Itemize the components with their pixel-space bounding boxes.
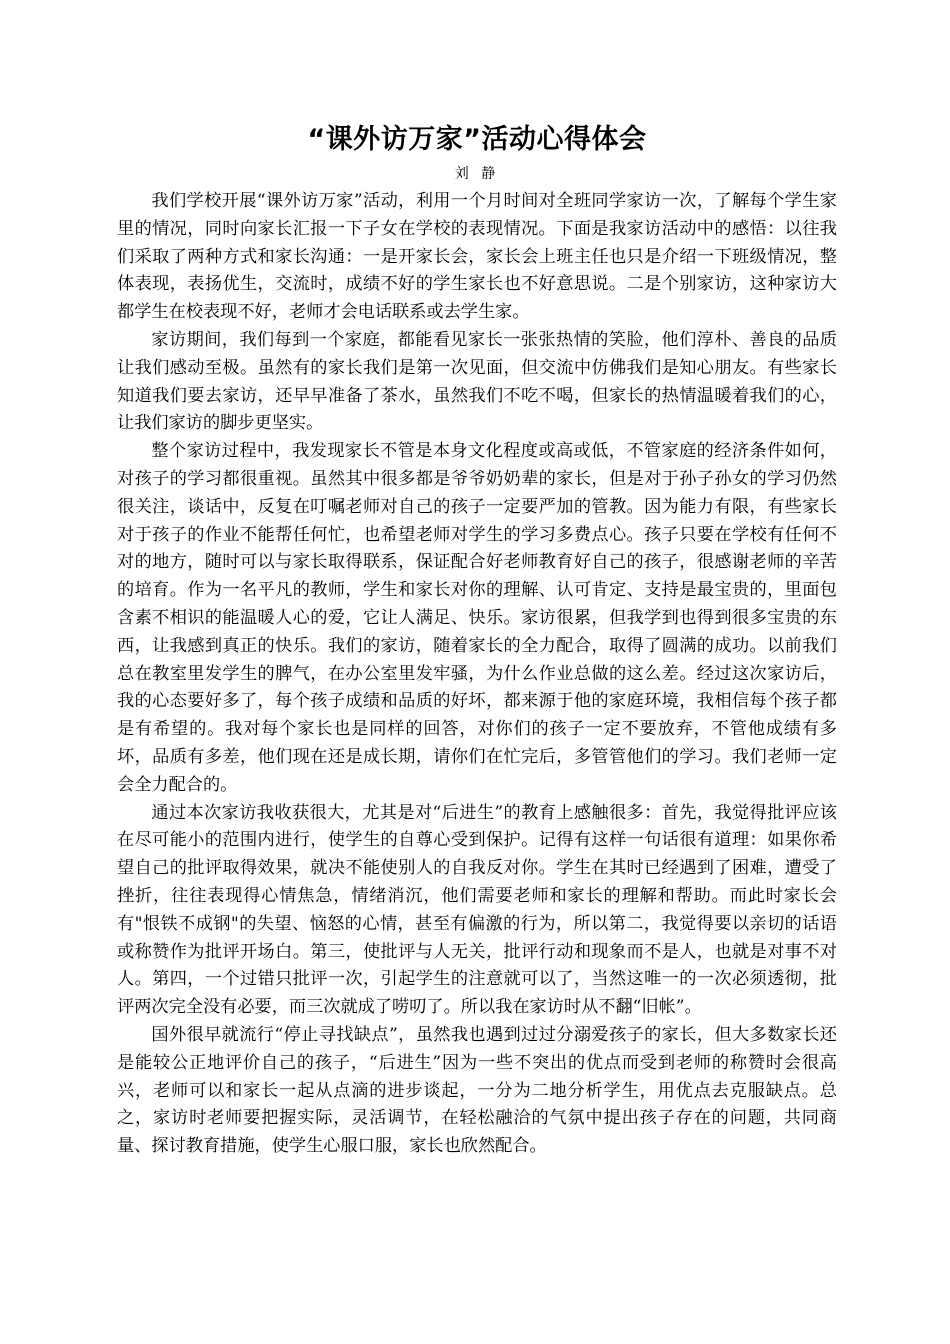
document-title: “课外访万家”活动心得体会 [307, 124, 647, 155]
paragraph-5: 国外很早就流行“停止寻找缺点”，虽然我也遇到过过分溺爱孩子的家长，但大多数家长还是能较公正地评价自己的孩子，“后进生”因为一些不突出的优点而受到老师的称赞时会很高兴，老师可以和家长一起从点滴的进步谈起，一分为二地分析学生，用优点去克服缺点。总之，家访时老师要把握实际，灵活调节，在轻松融洽的气氛中提出孩子存在的问题，共同商量、探讨教育措施，使学生心服口服，家长也欣然配合。 [117, 1024, 837, 1157]
paragraph-1: 我们学校开展“课外访万家”活动，利用一个月时间对全班同学家访一次，了解每个学生家里的情况，同时向家长汇报一下子女在学校的表现情况。下面是我家访活动中的感悟：以往我们采取了两种方式和家长沟通：一是开家长会，家长会上班主任也只是介绍一下班级情况，整体表现，表扬优生，交流时，成绩不好的学生家长也不好意思说。二是个别家访，这种家访大都学生在校表现不好，老师才会电话联系或去学生家。 [117, 191, 837, 323]
author-name: 刘 静 [454, 166, 500, 182]
paragraph-3: 整个家访过程中，我发现家长不管是本身文化程度或高或低，不管家庭的经济条件如何，对孩子的学习都很重视。虽然其中很多都是爷爷奶奶辈的家长，但是对于孙子孙女的学习仍然很关注，谈话中，反复在叮嘱老师对自己的孩子一定要严加的管教。因为能力有限，有些家长对于孩子的作业不能帮任何忙，也希望老师对学生的学习多费点心。孩子只要在学校有任何不对的地方，随时可以与家长取得联系，保证配合好老师教育好自己的孩子，很感谢老师的辛苦的培育。作为一名平凡的教师，学生和家长对你的理解、认可肯定、支持是最宝贵的，里面包含素不相识的能温暖人心的爱，它让人满足、快乐。家访很累，但我学到也得到很多宝贵的东西，让我感到真正的快乐。我们的家访，随着家长的全力配合，取得了圆满的成功。以前我们总在教室里发学生的脾气，在办公室里发牢骚，为什么作业总做的这么差。经过这次家访后，我的心态要好多了，每个孩子成绩和品质的好坏，都来源于他的家庭环境，我相信每个孩子都是有希望的。我对每个家长也是同样的回答，对你们的孩子一定不要放弃，不管他成绩有多坏，品质有多差，他们现在还是成长期，请你们在忙完后，多管管他们的学习。我们老师一定会全力配合的。 [117, 441, 837, 795]
paragraph-2: 家访期间，我们每到一个家庭，都能看见家长一张张热情的笑脸，他们淳朴、善良的品质让我们感动至极。虽然有的家长我们是第一次见面，但交流中仿佛我们是知心朋友。有些家长知道我们要去家访，还早早准备了茶水，虽然我们不吃不喝，但家长的热情温暖着我们的心，让我们家访的脚步更坚实。 [117, 329, 837, 434]
paragraph-4: 通过本次家访我收获很大，尤其是对“后进生”的教育上感触很多：首先，我觉得批评应该在尽可能小的范围内进行，使学生的自尊心受到保护。记得有这样一句话很有道理：如果你希望自己的批评取得效果，就决不能使别人的自我反对你。学生在其时已经遇到了困难，遭受了挫折，往往表现得心情焦急，情绪消沉，他们需要老师和家长的理解和帮助。而此时家长会有"恨铁不成钢"的失望、恼怒的心情，甚至有偏激的行为，所以第二，我觉得要以亲切的话语或称赞作为批评开场白。第三，使批评与人无关，批评行动和现象而不是人，也就是对事不对人。第四，一个过错只批评一次，引起学生的注意就可以了，当然这唯一的一次必须透彻，批评两次完全没有必要，而三次就成了唠叨了。所以我在家访时从不翻“旧帐”。 [117, 802, 837, 1018]
document-page [117, 118, 837, 1161]
